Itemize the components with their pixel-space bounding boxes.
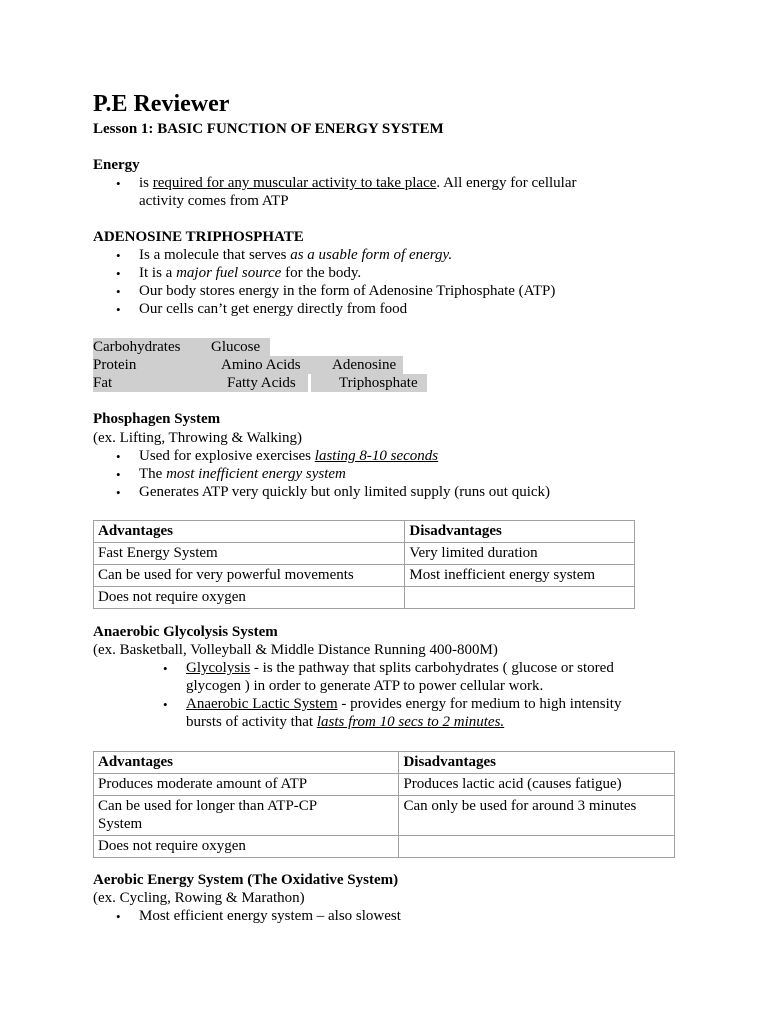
- atp-bullet-4: Our cells can’t get energy directly from food: [139, 301, 408, 317]
- table-cell: Can only be used for around 3 minutes: [399, 796, 675, 836]
- phosphagen-bullet-3: Generates ATP very quickly but only limited supply (runs out quick): [139, 484, 551, 500]
- anaerobic-example: (ex. Basketball, Volleyball & Middle Distance Running 400-800M): [93, 642, 498, 658]
- conv-adenosine: Adenosine: [332, 357, 397, 373]
- header-disadvantages: Disadvantages: [399, 752, 675, 774]
- lesson-heading: [93, 120, 444, 138]
- table-cell: Produces moderate amount of ATP: [94, 774, 399, 796]
- text-run: - is the pathway that splits carbohydrates ( glucose or stored: [250, 660, 614, 676]
- underlined-text: Glycolysis: [186, 660, 251, 676]
- conv-amino-acids: Amino Acids: [221, 357, 301, 373]
- table-row: [94, 796, 675, 836]
- cell-line: System: [98, 816, 143, 832]
- bullet-icon: •: [116, 449, 121, 464]
- table-cell: Fast Energy System: [94, 543, 405, 565]
- lesson-title: BASIC FUNCTION OF ENERGY SYSTEM: [157, 121, 444, 137]
- underlined-text: Anaerobic Lactic System: [186, 696, 338, 712]
- anaerobic-bullet-1-cont: glycogen ) in order to generate ATP to power cellular work.: [186, 678, 544, 694]
- energy-bullet-1: [139, 174, 577, 192]
- anaerobic-bullet-1: [186, 659, 614, 677]
- text-run: bursts of activity that: [186, 714, 317, 730]
- atp-heading: ADENOSINE TRIPHOSPHATE: [93, 229, 304, 245]
- cell-line: Can be used for longer than ATP-CP: [98, 798, 318, 814]
- table-cell: Very limited duration: [405, 543, 635, 565]
- phosphagen-example: (ex. Lifting, Throwing & Walking): [93, 430, 303, 446]
- text-run: The: [139, 466, 167, 482]
- lesson-prefix: Lesson 1:: [93, 121, 158, 137]
- aerobic-example: (ex. Cycling, Rowing & Marathon): [93, 890, 305, 906]
- conv-triphosphate: Triphosphate: [339, 375, 418, 391]
- table-cell: Can be used for very powerful movements: [94, 565, 405, 587]
- bullet-icon: •: [116, 485, 121, 500]
- bullet-icon: •: [116, 909, 121, 924]
- table-row: [94, 543, 635, 565]
- atp-bullet-2: [139, 264, 361, 282]
- conv-glucose: Glucose: [211, 339, 261, 355]
- atp-bullet-3: Our body stores energy in the form of Adenosine Triphosphate (ATP): [139, 283, 556, 299]
- table-cell: [399, 836, 675, 858]
- underlined-italic-text: lasts from 10 secs to 2 minutes.: [316, 714, 505, 730]
- italic-text: major fuel source: [176, 265, 282, 281]
- underlined-text: required for any muscular activity to take place: [152, 175, 437, 191]
- text-run: - provides energy for medium to high intensity: [337, 696, 622, 712]
- table-cell: Does not require oxygen: [94, 587, 405, 609]
- anaerobic-table: [93, 751, 675, 858]
- phosphagen-bullet-2: [139, 465, 346, 483]
- underlined-italic-text: lasting 8-10 seconds: [314, 448, 439, 464]
- table-row: [94, 587, 635, 609]
- text-run: . All energy for cellular: [436, 175, 577, 191]
- text-run: Is a molecule that serves: [139, 247, 291, 263]
- bullet-icon: •: [116, 467, 121, 482]
- phosphagen-heading: Phosphagen System: [93, 411, 221, 427]
- bullet-icon: •: [163, 661, 168, 676]
- conv-fat: Fat: [93, 375, 113, 391]
- bullet-icon: •: [116, 302, 121, 317]
- text-run: It is a: [139, 265, 177, 281]
- bullet-icon: •: [116, 266, 121, 281]
- anaerobic-bullet-2-cont: [186, 713, 504, 731]
- italic-text: most inefficient energy system: [166, 466, 346, 482]
- italic-text: as a usable form of energy.: [290, 247, 453, 263]
- phosphagen-bullet-1: [139, 447, 438, 465]
- text-run: Used for explosive exercises: [139, 448, 315, 464]
- energy-heading: Energy: [93, 157, 140, 173]
- table-cell: [405, 587, 635, 609]
- bullet-icon: •: [163, 697, 168, 712]
- table-cell: [94, 796, 399, 836]
- text-run: for the body.: [281, 265, 362, 281]
- aerobic-bullet-1: Most efficient energy system – also slowest: [139, 908, 401, 924]
- aerobic-heading: Aerobic Energy System (The Oxidative System): [93, 872, 399, 888]
- table-cell: Produces lactic acid (causes fatigue): [399, 774, 675, 796]
- header-advantages: Advantages: [94, 521, 405, 543]
- header-disadvantages: Disadvantages: [405, 521, 635, 543]
- table-cell: Does not require oxygen: [94, 836, 399, 858]
- bullet-icon: •: [116, 248, 121, 263]
- text-run: is: [139, 175, 153, 191]
- conv-protein: Protein: [93, 357, 137, 373]
- anaerobic-bullet-2: [186, 695, 621, 713]
- bullet-icon: •: [116, 284, 121, 299]
- table-row: [94, 836, 675, 858]
- anaerobic-heading: Anaerobic Glycolysis System: [93, 624, 278, 640]
- bullet-icon: •: [116, 176, 121, 191]
- page-title: P.E Reviewer: [93, 91, 230, 117]
- conv-carbohydrates: Carbohydrates: [93, 339, 181, 355]
- table-header-row: [94, 521, 635, 543]
- table-row: [94, 774, 675, 796]
- table-row: [94, 565, 635, 587]
- energy-bullet-1-cont: activity comes from ATP: [139, 193, 289, 209]
- table-cell: Most inefficient energy system: [405, 565, 635, 587]
- table-header-row: [94, 752, 675, 774]
- atp-bullet-1: [139, 246, 452, 264]
- conv-fatty-acids: Fatty Acids: [227, 375, 296, 391]
- phosphagen-table: [93, 520, 635, 609]
- header-advantages: Advantages: [94, 752, 399, 774]
